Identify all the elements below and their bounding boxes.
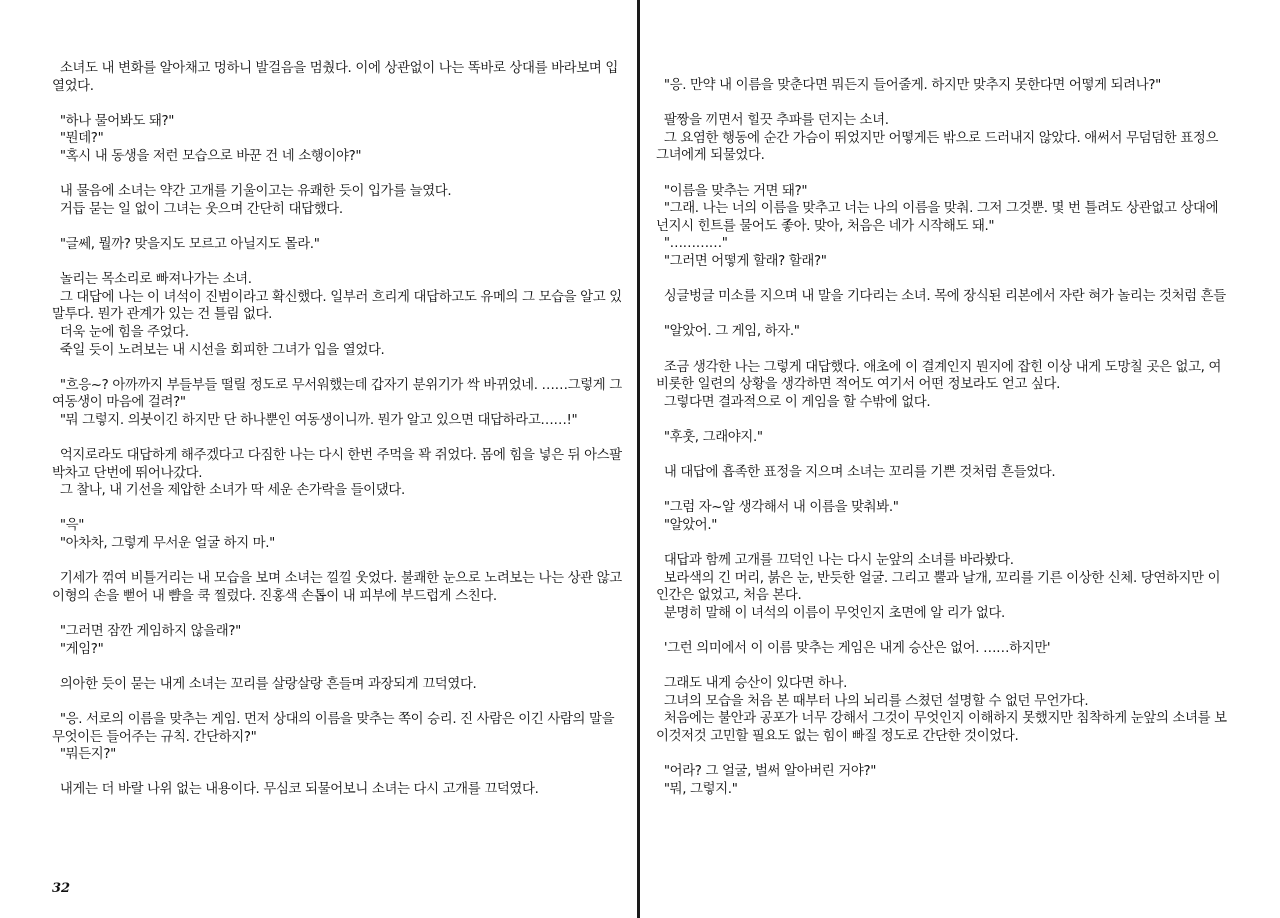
right-text-line: 싱글벙글 미소를 지으며 내 말을 기다리는 소녀. 목에 장식된 리본에서 자란 혀가 놀리는 것처럼 흔들: [663, 289, 1226, 305]
left-text-line: 말투다. 뭔가 관계가 있는 건 틀림 없다.: [52, 307, 273, 323]
right-text-line: '그런 의미에서 이 이름 맞추는 게임은 내게 승산은 없어. ……하지만': [656, 641, 1051, 656]
right-text-line: [656, 482, 1230, 500]
left-text-line: 그 대답에 나는 이 녀석이 진범이라고 확신했다. 일부러 흐리게 대답하고도 유메의 그 모습을 알고 있: [59, 289, 622, 305]
right-text-line: 이것저것 고민할 필요도 없는 힘이 빠질 정도로 간단한 것이었다.: [656, 728, 1019, 744]
right-text-line: "알았어. 그 게임, 하자.": [656, 324, 800, 340]
left-text-line: "글쎄, 뭘까? 맞을지도 모르고 아닐지도 몰라.": [52, 236, 320, 252]
right-text-line: [656, 658, 1230, 676]
left-text-line: [52, 95, 622, 113]
left-text-line: 놀리는 목소리로 빠져나가는 소녀.: [52, 272, 252, 288]
right-text-line: 팔짱을 끼면서 힐끗 추파를 던지는 소녀.: [656, 113, 889, 129]
left-text-line: [52, 605, 622, 623]
left-text-line: "뭔데?": [52, 131, 104, 147]
right-text-line: "후훗, 그래야지.": [656, 429, 763, 445]
right-text-line: 인간은 없었고, 처음 본다.: [656, 588, 802, 604]
left-page-body: [52, 60, 622, 799]
right-text-line: "뭐, 그렇지.": [656, 781, 738, 797]
left-text-line: 기세가 꺾여 비틀거리는 내 모습을 보며 소녀는 낄낄 웃었다. 불쾌한 눈으로 노려보는 나는 상관 않고: [59, 571, 622, 587]
left-text-line: [52, 553, 622, 571]
left-text-line: [52, 254, 622, 272]
left-text-line: [52, 658, 622, 676]
right-text-line: "응. 만약 내 이름을 맞춘다면 뭐든지 들어줄게. 하지만 맞추지 못한다면 어떻게 되려나?": [656, 78, 1161, 93]
right-text-line: 그녀의 모습을 처음 본 때부터 나의 뇌리를 스쳤던 설명할 수 없던 무언가다.: [656, 693, 1089, 709]
left-text-line: 열었다.: [52, 78, 94, 94]
left-text-line: 박차고 단번에 뛰어나갔다.: [52, 465, 203, 481]
right-text-line: [656, 95, 1230, 113]
left-text-line: 거듭 묻는 일 없이 그녀는 웃으며 간단히 대답했다.: [52, 201, 343, 217]
left-text-line: [52, 500, 622, 518]
right-text-line: 비롯한 일련의 상황을 생각하면 적어도 여기서 어떤 정보라도 얻고 싶다.: [656, 377, 1061, 393]
left-page: [0, 0, 637, 918]
left-text-line: 그 찰나, 내 기선을 제압한 소녀가 딱 세운 손가락을 들이댔다.: [52, 483, 405, 499]
right-text-line: 내 대답에 흡족한 표정을 지으며 소녀는 꼬리를 기쁜 것처럼 흔들었다.: [656, 465, 1056, 481]
right-text-line: [656, 622, 1230, 640]
right-text-line: "그럼 자~알 생각해서 내 이름을 맞춰봐.": [656, 500, 899, 516]
left-text-line: [52, 764, 622, 782]
left-text-line: "게임?": [52, 641, 104, 657]
left-text-line: "혹시 내 동생을 저런 모습으로 바꾼 건 네 소행이야?": [52, 148, 362, 164]
left-text-line: "아차차, 그렇게 무서운 얼굴 하지 마.": [52, 536, 275, 552]
right-text-line: 그렇다면 결과적으로 이 게임을 할 수밖에 없다.: [656, 394, 931, 410]
left-text-line: 여동생이 마음에 걸려?": [52, 395, 186, 411]
right-text-line: [656, 341, 1230, 359]
left-text-line: [52, 693, 622, 711]
left-text-line: 무엇이든 들어주는 규칙. 간단하지?": [52, 729, 257, 745]
right-text-line: [656, 411, 1230, 429]
left-text-line: [52, 166, 622, 184]
right-text-line: "이름을 맞추는 거면 돼?": [656, 183, 808, 199]
left-text-line: "하나 물어봐도 돼?": [52, 113, 175, 129]
right-text-line: "그래. 나는 너의 이름을 맞추고 너는 나의 이름을 맞춰. 그저 그것뿐. 몇 번 틀려도 상관없고 상대에: [663, 201, 1219, 217]
right-text-line: 대답과 함께 고개를 끄덕인 나는 다시 눈앞의 소녀를 바라봤다.: [656, 553, 1014, 569]
right-text-line: "어라? 그 얼굴, 벌써 알아버린 거야?": [656, 764, 877, 780]
right-text-line: [656, 446, 1230, 464]
left-text-line: 더욱 눈에 힘을 주었다.: [52, 324, 189, 340]
left-text-line: 내 물음에 소녀는 약간 고개를 기울이고는 유쾌한 듯이 입가를 늘였다.: [52, 184, 452, 200]
right-text-line: 조금 생각한 나는 그렇게 대답했다. 애초에 이 결계인지 뭔지에 잡힌 이상 내게 도망칠 곳은 없고, 여: [663, 359, 1222, 375]
left-text-line: "윽": [52, 518, 85, 534]
left-text-line: 의아한 듯이 묻는 내게 소녀는 꼬리를 살랑살랑 흔들며 과장되게 끄덕였다.: [52, 676, 477, 692]
left-text-line: [52, 218, 622, 236]
left-text-line: "뭐 그렇지. 의붓이긴 하지만 단 하나뿐인 여동생이니까. 뭔가 알고 있으면 대답하라고……!": [52, 412, 578, 428]
left-text-line: [52, 359, 622, 377]
right-text-line: [656, 746, 1230, 764]
left-text-line: "흐응~? 아까까지 부들부들 떨릴 정도로 무서워했는데 갑자기 분위기가 싹 바뀌었네. ……그렇게 그: [52, 377, 622, 393]
page-number-left: 32: [52, 881, 71, 896]
right-text-line: 보라색의 긴 머리, 붉은 눈, 반듯한 얼굴. 그리고 뿔과 날개, 꼬리를 기른 이상한 신체. 당연하지만 이: [663, 570, 1221, 586]
right-text-line: [656, 165, 1230, 183]
left-text-line: [52, 429, 622, 447]
right-text-line: [656, 534, 1230, 552]
right-text-line: 그녀에게 되물었다.: [656, 148, 765, 164]
right-text-line: "…………": [656, 236, 728, 252]
right-text-line: 그 요염한 행동에 순간 가슴이 뛰었지만 어떻게든 밖으로 드러내지 않았다. 애써서 무덤덤한 표정으: [663, 130, 1219, 146]
left-text-line: "그러면 잠깐 게임하지 않을래?": [52, 624, 241, 639]
left-text-line: 억지로라도 대답하게 해주겠다고 다짐한 나는 다시 한번 주먹을 꽉 쥐었다. 몸에 힘을 넣은 뒤 아스팔: [59, 448, 622, 464]
left-text-line: "응. 서로의 이름을 맞추는 게임. 먼저 상대의 이름을 맞추는 쪽이 승리. 진 사람은 이긴 사람의 말을: [59, 711, 615, 727]
right-page-body: [656, 77, 1230, 798]
right-text-line: 넌지시 힌트를 물어도 좋아. 맞아, 처음은 네가 시작해도 돼.": [656, 218, 995, 234]
left-text-line: 이형의 손을 뻗어 내 뺨을 쿡 찔렀다. 진홍색 손톱이 내 피부에 부드럽게 스친다.: [52, 588, 497, 604]
left-text-line: 내게는 더 바랄 나위 없는 내용이다. 무심코 되물어보니 소녀는 다시 고개를 끄덕였다.: [52, 782, 539, 798]
left-text-line: 죽일 듯이 노려보는 내 시선을 회피한 그녀가 입을 열었다.: [52, 342, 385, 358]
left-text-line: 소녀도 내 변화를 알아채고 멍하니 발걸음을 멈췄다. 이에 상관없이 나는 똑바로 상대를 바라보며 입: [59, 61, 618, 76]
right-text-line: 분명히 말해 이 녀석의 이름이 무엇인지 초면에 알 리가 없다.: [656, 605, 1005, 621]
right-text-line: [656, 271, 1230, 289]
right-text-line: "알았어.": [656, 517, 718, 533]
right-text-line: "그러면 어떻게 할래? 할래?": [656, 253, 827, 269]
right-text-line: 처음에는 불안과 공포가 너무 강해서 그것이 무엇인지 이해하지 못했지만 침착하게 눈앞의 소녀를 보: [663, 711, 1227, 727]
right-text-line: 그래도 내게 승산이 있다면 하나.: [656, 676, 847, 692]
left-text-line: "뭐든지?": [52, 747, 116, 763]
right-text-line: [656, 306, 1230, 324]
